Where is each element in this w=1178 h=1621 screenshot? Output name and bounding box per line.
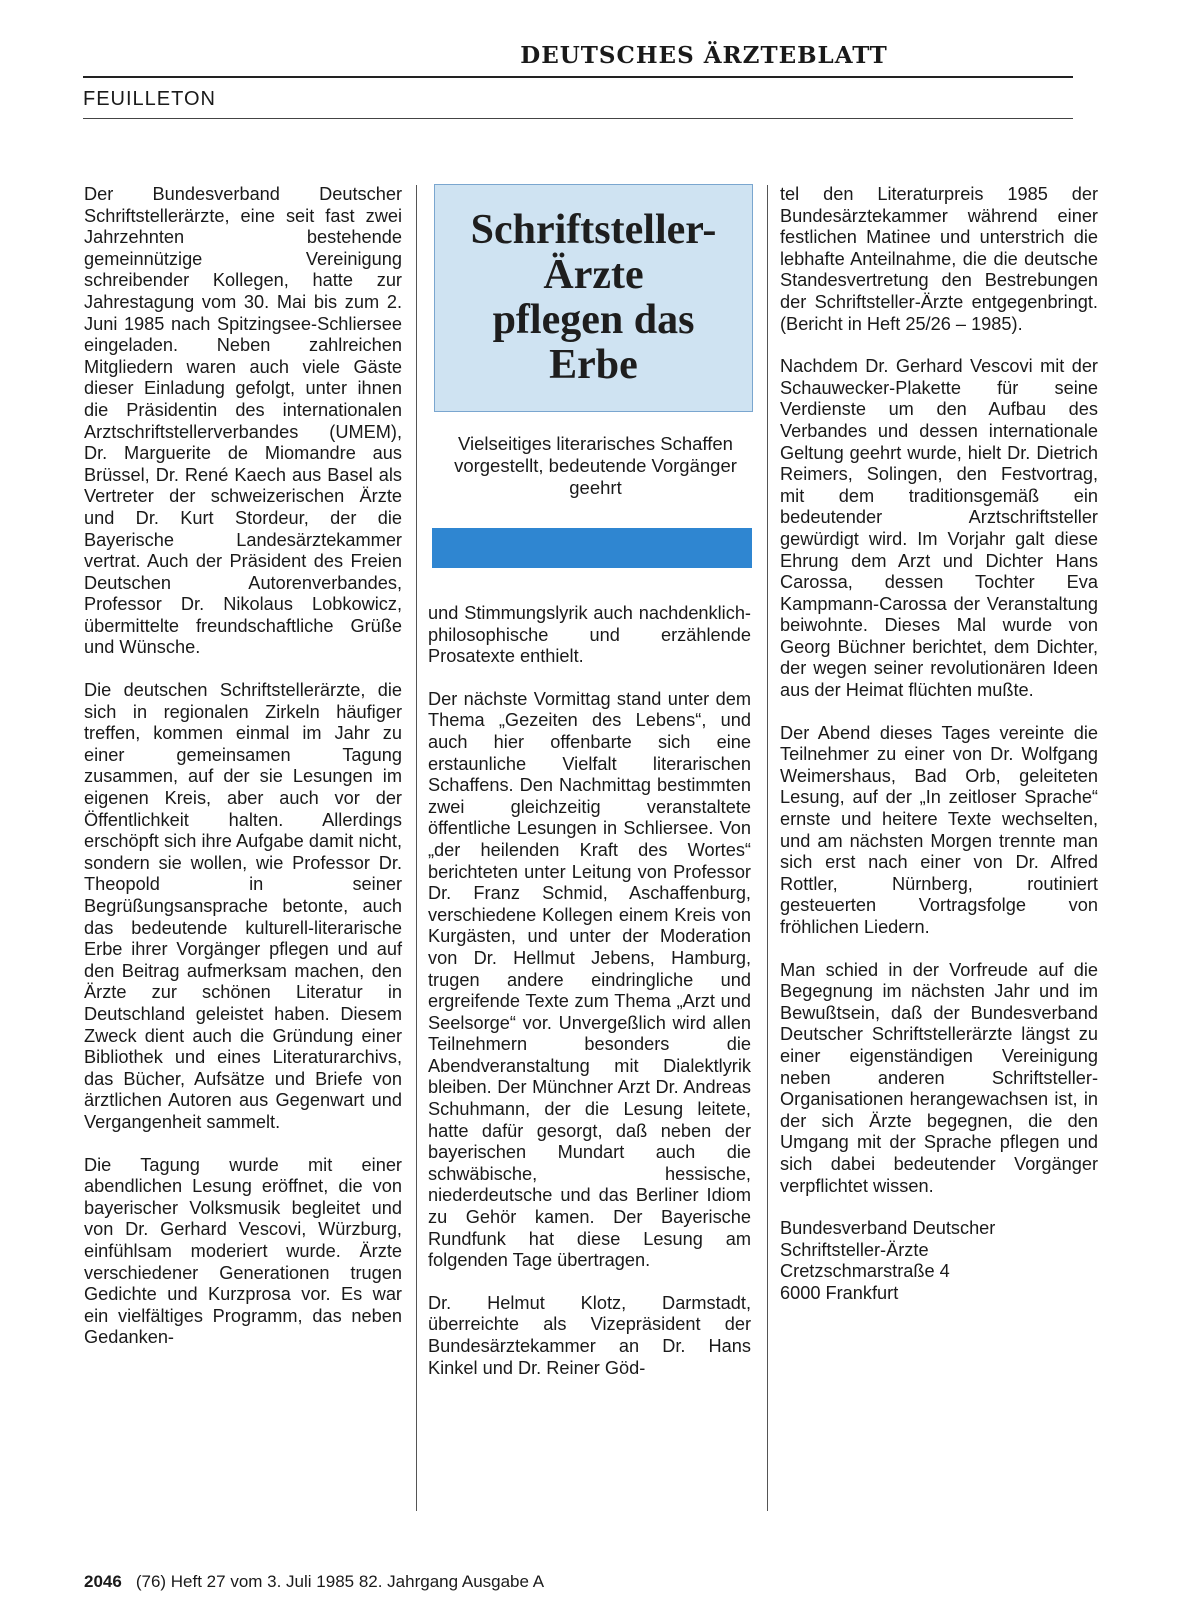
issue-line: (76) Heft 27 vom 3. Juli 1985 82. Jahrgang Ausgabe A <box>135 1572 545 1591</box>
header-rule <box>83 76 1073 78</box>
paragraph: Die deutschen Schriftstellerärzte, die sich in regionalen Zirkeln häufiger treffen, kommen einmal im Jahr zu einer gemeinsamen Tagung zusammen, auf der sie Lesungen im eigenen Kreis, aber auch vor der Öffentlichkeit halten. Allerdings erschöpft sich ihre Aufgabe damit nicht, sondern sie wollen, wie Professor Dr. Theopold in seiner Begrüßungsansprache betonte, auch das bedeutende kulturell-literarische Erbe ihrer Vorgänger pflegen und auf den Beitrag aufmerksam machen, den Ärzte zur schönen Literatur in Deutschland geleistet haben. Diesem Zweck dient auch die Gründung einer Bibliothek und eines Literaturarchivs, das Bücher, Aufsätze und Briefe von ärztlichen Autoren aus Gegenwart und Vergangenheit sammelt. <box>84 680 402 1132</box>
paragraph: Der Abend dieses Tages vereinte die Teilnehmer zu einer von Dr. Wolfgang Weimershaus, Bad Orb, geleiteten Lesung, auf der „In zeitloser Sprache“ ernste und heitere Texte wechselten, und am nächsten Morgen trennte man sich erst nach einer von Dr. Alfred Rottler, Nürnberg, routiniert gesteuerten Vortragsfolge von fröhlichen Liedern. <box>780 722 1098 937</box>
paragraph: Man schied in der Vorfreude auf die Begegnung im nächsten Jahr und im Bewußtsein, daß der Bundesverband Deutscher Schriftstellerärzte längst zu einer eigenständigen Vereinigung neben anderen Schriftsteller-Organisationen herangewachsen ist, in der sich Ärzte begegnen, die den Umgang mit der Sprache pflegen und sich dabei bedeutender Vorgänger verpflichtet wissen. <box>780 959 1098 1196</box>
column-3 <box>780 184 1098 1326</box>
paragraph: tel den Literaturpreis 1985 der Bundesärztekammer während einer festlichen Matinee und unterstrich die lebhafte Anteilnahme, die die deutsche Standesvertretung den Bestrebungen der Schriftsteller-Ärzte entgegenbringt. (Bericht in Heft 25/26 – 1985). <box>780 184 1098 334</box>
page-number: 2046 <box>84 1572 122 1591</box>
column-divider <box>767 185 768 1511</box>
paragraph: Der nächste Vormittag stand unter dem Thema „Gezeiten des Lebens“, und auch hier offenbarte sich eine erstaunliche Vielfalt literarischen Schaffens. Den Nachmittag bestimmten zwei gleichzeitig veranstaltete öffentliche Lesungen in Schliersee. Von „der heilenden Kraft des Wortes“ berichteten unter Leitung von Professor Dr. Franz Schmid, Aschaffenburg, verschiedene Kollegen einem Kreis von Kurgästen, und unter der Moderation von Dr. Hellmut Jebens, Hamburg, trugen andere eindringliche und ergreifende Texte zum Thema „Arzt und Seelsorge“ vor. Unvergeßlich wird allen Teilnehmern besonders die Abendveranstaltung mit Dialektlyrik bleiben. Der Münchner Arzt Dr. Andreas Schuhmann, der die Lesung leitete, hatte dafür gesorgt, daß neben der bayerischen Mundart auch die schwäbische, hessische, niederdeutsche und das Berliner Idiom zu Gehör kamen. Der Bayerische Rundfunk hat diese Lesung am folgenden Tage übertragen. <box>428 688 751 1271</box>
title-box <box>434 184 753 412</box>
article-title <box>471 208 717 388</box>
paragraph: Dr. Helmut Klotz, Darmstadt, überreichte als Vizepräsident der Bundesärztekammer an Dr. Hans Kinkel und Dr. Reiner Göd- <box>428 1292 751 1378</box>
paragraph: und Stimmungslyrik auch nachdenklich-philosophische und erzählende Prosatexte enthielt. <box>428 603 751 667</box>
column-2 <box>428 603 751 1400</box>
masthead: DEUTSCHES ÄRZTEBLATT <box>520 42 888 69</box>
section-rule <box>83 118 1073 119</box>
paragraph: Nachdem Dr. Gerhard Vescovi mit der Schauwecker-Plakette für seine Verdienste um den Aufbau des Verbandes und dessen internationale Geltung geehrt wurde, hielt Dr. Dietrich Reimers, Solingen, den Festvortrag, mit dem traditionsgemäß ein bedeutender Arztschriftsteller gewürdigt wird. Im Vorjahr galt diese Ehrung dem Arzt und Dichter Hans Carossa, dessen Tochter Eva Kampmann-Carossa der Veranstaltung beiwohnte. Dieses Mal wurde von Georg Büchner berichtet, dem Dichter, der wegen seiner revolutionären Ideen aus der Heimat flüchten mußte. <box>780 356 1098 701</box>
decorative-bar <box>432 528 752 568</box>
column-1 <box>84 184 402 1370</box>
paragraph: Der Bundesverband Deutscher Schriftstellerärzte, eine seit fast zwei Jahrzehnten bestehende gemeinnützige Vereinigung schreibender Kollegen, hatte zur Jahrestagung vom 30. Mai bis zum 2. Juni 1985 nach Spitzingsee-Schliersee eingeladen. Neben zahlreichen Mitgliedern waren auch viele Gäste dieser Einladung gefolgt, unter ihnen die Präsidentin des internationalen Arztschriftstellerverbandes (UMEM), Dr. Marguerite de Miomandre aus Brüssel, Dr. René Kaech aus Basel als Vertreter der schweizerischen Ärzte und Dr. Kurt Stordeur, der die Bayerische Landesärztekammer vertrat. Auch der Präsident des Freien Deutschen Autorenverbandes, Professor Dr. Nikolaus Lobkowicz, übermittelte freundschaftliche Grüße und Wünsche. <box>84 184 402 658</box>
title-text: Schriftsteller- Ärzte pflegen das Erbe <box>470 207 717 388</box>
author-address: Bundesverband Deutscher Schriftsteller-Ärzte Cretzschmarstraße 4 6000 Frankfurt <box>780 1218 996 1303</box>
section-label: FEUILLETON <box>83 88 216 110</box>
paragraph: Die Tagung wurde mit einer abendlichen Lesung eröffnet, die von bayerischer Volksmusik begleitet und von Dr. Gerhard Vescovi, Würzburg, einfühlsam moderiert wurde. Ärzte verschiedener Generationen trugen Gedichte und Kurzprosa vor. Es war ein vielfältiges Programm, das neben Gedanken- <box>84 1154 402 1348</box>
column-divider <box>416 185 417 1511</box>
page-footer <box>84 1572 544 1592</box>
article-subtitle: Vielseitiges literarisches Schaffen vorgestellt, bedeutende Vorgänger geehrt <box>454 433 737 498</box>
